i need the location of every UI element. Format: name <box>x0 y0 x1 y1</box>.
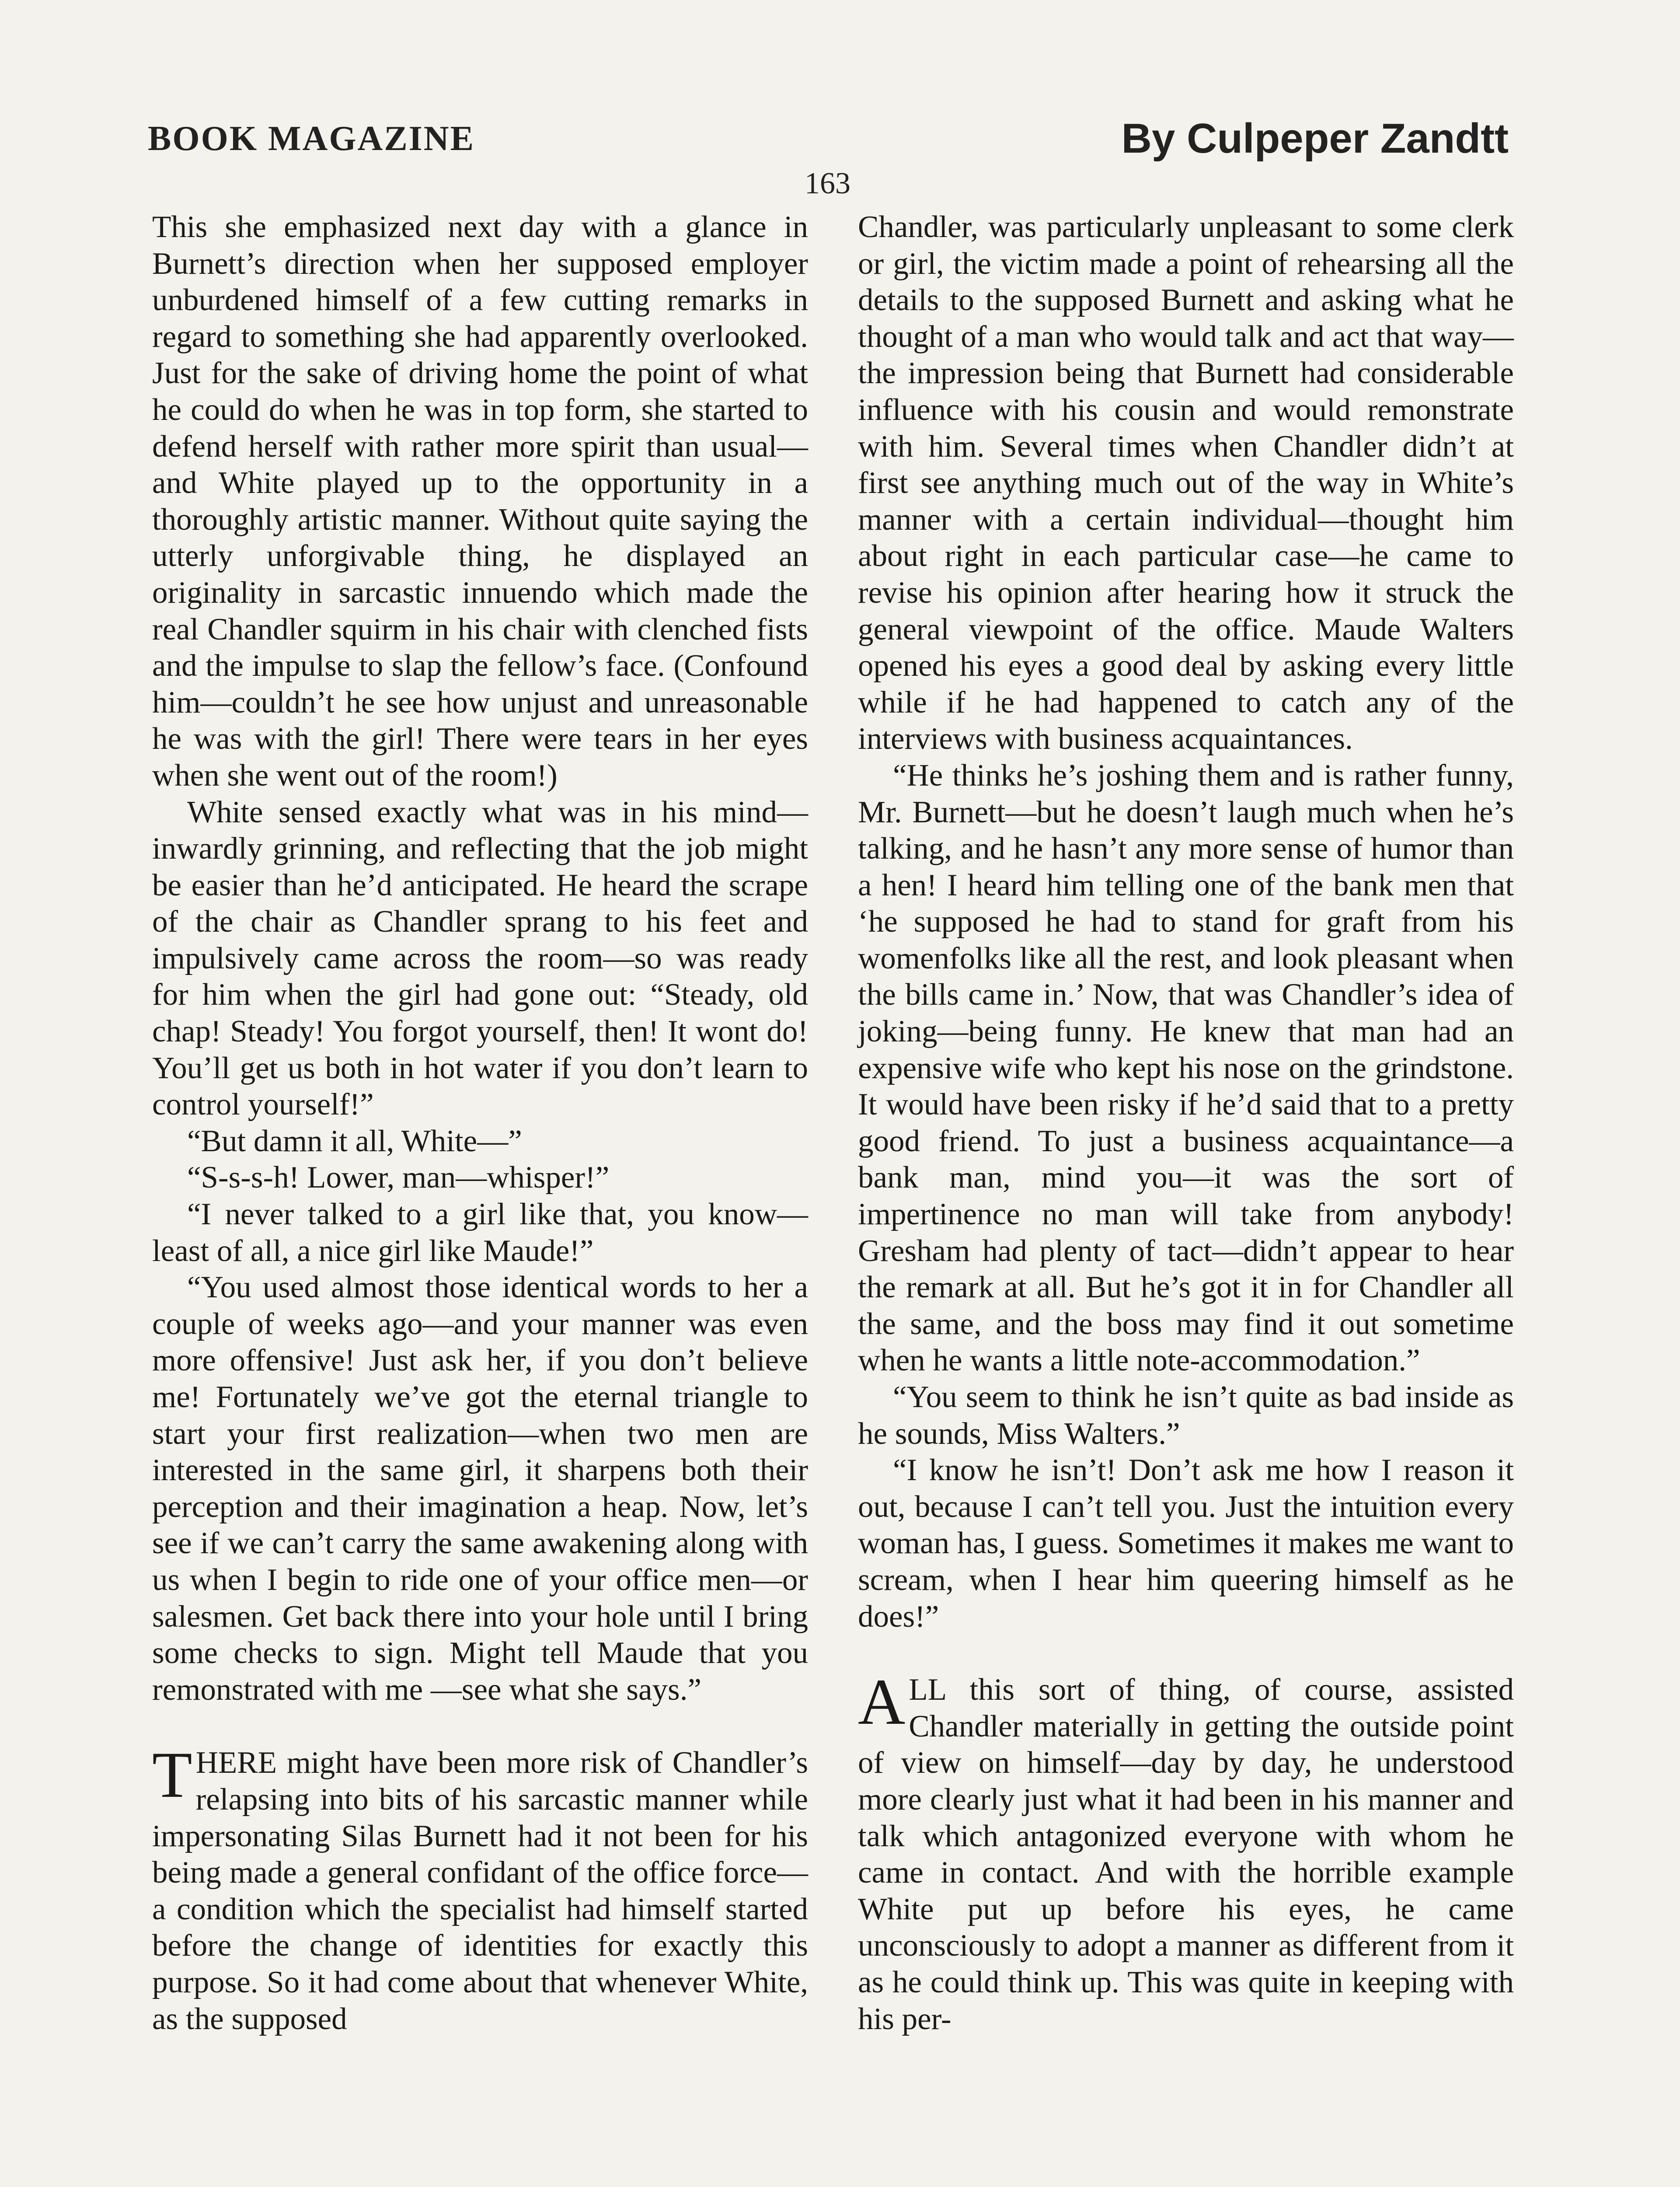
drop-cap: A <box>858 1666 906 1739</box>
drop-cap: T <box>152 1739 192 1812</box>
section-paragraph <box>152 1739 808 2037</box>
paragraph: “I know he isn’t! Don’t ask me how I reason it out, because I can’t tell you. Just the intuition every woman has, I guess. Sometimes it makes me want to scream, when I hear him queering himself as he does!” <box>858 1453 1514 1634</box>
paragraph: “You seem to think he isn’t quite as bad inside as he sounds, Miss Walters.” <box>858 1380 1514 1451</box>
left-column <box>152 209 808 2037</box>
paragraph: “But damn it all, White—” <box>187 1124 522 1158</box>
paragraph: Chandler, was particularly unpleasant to some clerk or girl, the victim made a point of rehearsing all the details to the supposed Burnett and asking what he thought of a man who would talk and act that way—the impression being that Burnett had considerable influence with his cousin and would remonstrate with him. Several times when Chandler didn’t at first see anything much out of the way in White’s manner with a certain individual—thought him about right in each particular case—he came to revise his opinion after hearing how it struck the general viewpoint of the office. Maude Walters opened his eyes a good deal by asking every little while if he had happened to catch any of the interviews with business acquaintances. <box>858 210 1514 756</box>
paragraph: “He thinks he’s joshing them and is rather funny, Mr. Burnett—but he doesn’t laugh much when he’s talking, and he hasn’t any more sense of humor than a hen! I heard him telling one of the bank men that ‘he supposed he had to stand for graft from his womenfolks like all the rest, and look pleasant when the bills came in.’ Now, that was Chandler’s idea of joking—being funny. He knew that man had an expensive wife who kept his nose on the grindstone. It would have been risky if he’d said that to a pretty good friend. To just a business acquaintance—a bank man, mind you—it was the sort of impertinence no man will take from anybody! Gresham had plenty of tact—didn’t appear to hear the remark at all. But he’s got it in for Chandler all the same, and the boss may find it out sometime when he wants a little note-accommodation.” <box>858 758 1514 1378</box>
section-paragraph <box>858 1666 1514 2037</box>
paragraph: “S-s-s-h! Lower, man—whisper!” <box>187 1160 610 1195</box>
page-number: 163 <box>805 167 850 200</box>
right-column <box>858 209 1514 2037</box>
paragraph-text: HERE might have been more risk of Chandler’s relapsing into bits of his sarcastic manner while impersonating Silas Burnett had it not been for his being made a general confidant of the office force—a condition which the specialist had himself started before the change of identities for exactly this purpose. So it had come about that whenever White, as the supposed <box>152 1746 808 2036</box>
paragraph: White sensed exactly what was in his mind—inwardly grinning, and reflecting that the job might be easier than he’d anticipated. He heard the scrape of the chair as Chandler sprang to his feet and impulsively came across the room—so was ready for him when the girl had gone out: “Steady, old chap! Steady! You forgot yourself, then! It wont do! You’ll get us both in hot water if you don’t learn to control yourself!” <box>152 795 808 1122</box>
paragraph: This she emphasized next day with a glance in Burnett’s direction when her supposed employer unburdened himself of a few cutting remarks in regard to something she had apparently overlooked. Just for the sake of driving home the point of what he could do when he was in top form, she started to defend herself with rather more spirit than usual—and White played up to the opportunity in a thoroughly artistic manner. Without quite saying the utterly unforgivable thing, he displayed an originality in sarcastic innuendo which made the real Chandler squirm in his chair with clenched fists and the impulse to slap the fellow’s face. (Confound him—couldn’t he see how unjust and unreasonable he was with the girl! There were tears in her eyes when she went out of the room!) <box>152 210 808 793</box>
author-byline: By Culpeper Zandtt <box>1121 115 1509 162</box>
magazine-title: BOOK MAGAZINE <box>148 119 475 158</box>
paragraph: “You used almost those identical words to her a couple of weeks ago—and your manner was even more offensive! Just ask her, if you don’t believe me! Fortunately we’ve got the eternal triangle to start your first realization—when two men are interested in the same girl, it sharpens both their perception and their imagination a heap. Now, let’s see if we can’t carry the same awakening along with us when I begin to ride one of your office men—or salesmen. Get back there into your hole until I bring some checks to sign. Might tell Maude that you remonstrated with me —see what she says.” <box>152 1270 808 1707</box>
paragraph-text: LL this sort of thing, of course, assisted Chandler materially in getting the outside point of view on himself—day by day, he understood more clearly just what it had been in his manner and talk which antagonized everyone with whom he came in contact. And with the horrible example White put up before his eyes, he came unconsciously to adopt a manner as different from it as he could think up. This was quite in keeping with his per- <box>858 1673 1514 2036</box>
paragraph: “I never talked to a girl like that, you know—least of all, a nice girl like Maude!” <box>152 1197 808 1268</box>
